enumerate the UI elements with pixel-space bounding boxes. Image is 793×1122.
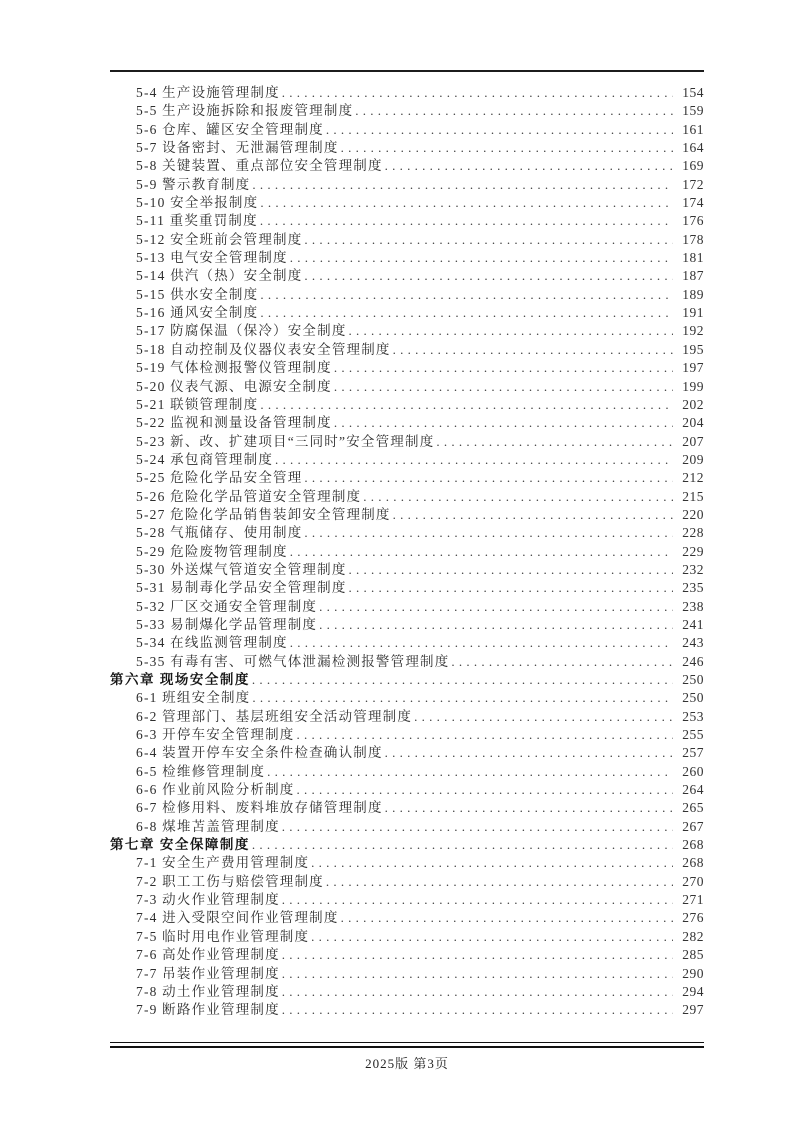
toc-entry xyxy=(110,194,704,212)
toc-entry-label: 第七章 安全保障制度 xyxy=(110,837,250,853)
toc-entry xyxy=(110,598,704,616)
toc-page-number: 195 xyxy=(682,341,704,357)
toc-page-number: 253 xyxy=(682,708,704,724)
toc-dot-leader xyxy=(267,763,673,781)
toc-entry xyxy=(110,579,704,597)
toc-entry xyxy=(110,928,704,946)
toc-page-number: 191 xyxy=(682,305,704,321)
toc-page-number: 172 xyxy=(682,176,704,192)
toc-entry-label: 5-24 承包商管理制度 xyxy=(136,451,274,467)
toc-page-number: 265 xyxy=(682,800,704,816)
toc-page-number: 174 xyxy=(682,195,704,211)
toc-page-number: 204 xyxy=(682,415,704,431)
toc-entry-label: 5-16 通风安全制度 xyxy=(136,305,259,321)
toc-dot-leader xyxy=(290,543,673,561)
toc-entry xyxy=(110,341,704,359)
toc-entry-label: 5-17 防腐保温（保冷）安全制度 xyxy=(136,323,347,339)
toc-entry xyxy=(110,616,704,634)
toc-entry xyxy=(110,543,704,561)
toc-dot-leader xyxy=(296,781,673,799)
toc-page-number: 202 xyxy=(682,396,704,412)
toc-entry xyxy=(110,909,704,927)
toc-page-number: 181 xyxy=(682,250,704,266)
footer-edition-page-label: 2025版 第3页 xyxy=(365,1056,449,1071)
toc-entry xyxy=(110,799,704,817)
toc-dot-leader xyxy=(260,194,673,212)
toc-dot-leader xyxy=(304,231,673,249)
toc-entry-label: 5-35 有毒有害、可燃气体泄漏检测报警管理制度 xyxy=(136,653,450,669)
toc-dot-leader xyxy=(436,433,673,451)
toc-entry xyxy=(110,634,704,652)
toc-page-number: 243 xyxy=(682,635,704,651)
toc-page-number: 255 xyxy=(682,727,704,743)
toc-page-number: 212 xyxy=(682,470,704,486)
toc-entry-label: 5-12 安全班前会管理制度 xyxy=(136,231,303,247)
toc-dot-leader xyxy=(282,891,673,909)
toc-entry-label: 7-4 进入受限空间作业管理制度 xyxy=(136,910,339,926)
toc-dot-leader xyxy=(304,267,673,285)
toc-page-number: 241 xyxy=(682,616,704,632)
toc-page-number: 235 xyxy=(682,580,704,596)
toc-dot-leader xyxy=(385,799,673,817)
toc-dot-leader xyxy=(282,818,673,836)
toc-entry-label: 6-2 管理部门、基层班组安全活动管理制度 xyxy=(136,708,413,724)
toc-entry xyxy=(110,359,704,377)
toc-entry-label: 6-3 开停车安全管理制度 xyxy=(136,727,295,743)
toc-dot-leader xyxy=(260,212,673,230)
toc-entry xyxy=(110,304,704,322)
toc-dot-leader xyxy=(252,836,673,854)
toc-content-area xyxy=(110,70,704,1020)
toc-dot-leader xyxy=(334,414,673,432)
toc-dot-leader xyxy=(282,946,673,964)
toc-page-number: 197 xyxy=(682,360,704,376)
toc-dot-leader xyxy=(282,965,673,983)
toc-entry-label: 5-32 厂区交通安全管理制度 xyxy=(136,598,318,614)
toc-page-number: 199 xyxy=(682,378,704,394)
toc-page-number: 276 xyxy=(682,910,704,926)
toc-entry-label: 6-6 作业前风险分析制度 xyxy=(136,782,295,798)
toc-entry xyxy=(110,84,704,102)
toc-page-number: 207 xyxy=(682,433,704,449)
toc-entry-label: 5-21 联锁管理制度 xyxy=(136,396,259,412)
toc-entry-label: 5-4 生产设施管理制度 xyxy=(136,85,280,100)
toc-entry-label: 6-8 煤堆苫盖管理制度 xyxy=(136,818,280,834)
toc-entry xyxy=(110,763,704,781)
toc-dot-leader xyxy=(296,726,673,744)
toc-dot-leader xyxy=(319,598,673,616)
toc-dot-leader xyxy=(355,102,673,120)
toc-entry xyxy=(110,121,704,139)
toc-entry-label: 7-7 吊装作业管理制度 xyxy=(136,965,280,981)
toc-entry xyxy=(110,891,704,909)
toc-entry xyxy=(110,524,704,542)
footer-double-rule xyxy=(110,1042,704,1048)
toc-entry-label: 6-7 检修用料、废料堆放存储管理制度 xyxy=(136,800,383,816)
toc-entry-label: 5-8 关键装置、重点部位安全管理制度 xyxy=(136,158,383,174)
toc-entry-label: 第六章 现场安全制度 xyxy=(110,672,250,687)
toc-entry xyxy=(110,965,704,983)
toc-page-number: 178 xyxy=(682,231,704,247)
toc-dot-leader xyxy=(282,1001,673,1019)
toc-page-number: 268 xyxy=(682,855,704,871)
toc-page-number: 169 xyxy=(682,158,704,174)
toc-dot-leader xyxy=(349,561,673,579)
toc-entry-label: 5-13 电气安全管理制度 xyxy=(136,250,288,266)
toc-dot-leader xyxy=(326,873,673,891)
toc-dot-leader xyxy=(334,359,673,377)
toc-entry xyxy=(110,396,704,414)
toc-page-number: 260 xyxy=(682,763,704,779)
toc-dot-leader xyxy=(304,469,673,487)
toc-entry xyxy=(110,231,704,249)
toc-dot-leader xyxy=(349,322,673,340)
toc-entry-label: 5-15 供水安全制度 xyxy=(136,286,259,302)
toc-entry-label: 5-26 危险化学品管道安全管理制度 xyxy=(136,488,362,504)
toc-dot-leader xyxy=(414,708,673,726)
toc-dot-leader xyxy=(252,671,673,689)
toc-entry xyxy=(110,708,704,726)
toc-entry xyxy=(110,414,704,432)
toc-page-number: 270 xyxy=(682,873,704,889)
toc-entry xyxy=(110,286,704,304)
toc-entry xyxy=(110,946,704,964)
toc-entry-label: 5-6 仓库、罐区安全管理制度 xyxy=(136,121,324,137)
toc-page-number: 187 xyxy=(682,268,704,284)
header-rule xyxy=(110,70,704,72)
toc-dot-leader xyxy=(349,579,673,597)
toc-dot-leader xyxy=(363,488,673,506)
toc-dot-leader xyxy=(311,854,673,872)
toc-entry xyxy=(110,451,704,469)
toc-dot-leader xyxy=(260,286,673,304)
toc-page-number: 267 xyxy=(682,818,704,834)
toc-page-number: 294 xyxy=(682,983,704,999)
table-of-contents xyxy=(110,84,704,1020)
toc-page-number: 285 xyxy=(682,947,704,963)
toc-dot-leader xyxy=(290,249,673,267)
toc-dot-leader xyxy=(311,928,673,946)
toc-dot-leader xyxy=(304,524,673,542)
toc-page-number: 238 xyxy=(682,598,704,614)
toc-entry xyxy=(110,469,704,487)
toc-entry-label: 5-23 新、改、扩建项目“三同时”安全管理制度 xyxy=(136,433,435,449)
toc-dot-leader xyxy=(326,121,673,139)
toc-dot-leader xyxy=(275,451,673,469)
toc-entry-label: 5-10 安全举报制度 xyxy=(136,195,259,211)
toc-entry-label: 5-7 设备密封、无泄漏管理制度 xyxy=(136,140,339,156)
toc-entry-label: 5-9 警示教育制度 xyxy=(136,176,251,192)
toc-entry-label: 5-22 监视和测量设备管理制度 xyxy=(136,415,332,431)
toc-dot-leader xyxy=(290,634,673,652)
toc-entry-label: 6-5 检维修管理制度 xyxy=(136,763,266,779)
toc-entry xyxy=(110,1001,704,1019)
toc-entry-label: 6-1 班组安全制度 xyxy=(136,690,251,706)
toc-entry xyxy=(110,212,704,230)
toc-entry-label: 6-4 装置开停车安全条件检查确认制度 xyxy=(136,745,383,761)
toc-entry xyxy=(110,689,704,707)
toc-page-number: 246 xyxy=(682,653,704,669)
toc-dot-leader xyxy=(334,378,673,396)
toc-entry-label: 5-29 危险废物管理制度 xyxy=(136,543,288,559)
page-footer xyxy=(110,1042,704,1072)
toc-page-number: 159 xyxy=(682,103,704,119)
toc-entry-label: 5-11 重奖重罚制度 xyxy=(136,213,258,229)
toc-entry-label: 5-19 气体检测报警仪管理制度 xyxy=(136,360,332,376)
toc-page-number: 161 xyxy=(682,121,704,137)
toc-entry xyxy=(110,854,704,872)
toc-entry-label: 5-20 仪表气源、电源安全制度 xyxy=(136,378,332,394)
toc-page-number: 229 xyxy=(682,543,704,559)
toc-dot-leader xyxy=(341,909,673,927)
toc-entry xyxy=(110,157,704,175)
toc-entry xyxy=(110,873,704,891)
toc-entry-label: 5-30 外送煤气管道安全管理制度 xyxy=(136,561,347,577)
toc-dot-leader xyxy=(260,304,673,322)
toc-entry-label: 7-8 动土作业管理制度 xyxy=(136,983,280,999)
toc-page-number: 271 xyxy=(682,892,704,908)
toc-entry xyxy=(110,653,704,671)
toc-page-number: 290 xyxy=(682,965,704,981)
toc-page-number: 232 xyxy=(682,561,704,577)
toc-entry xyxy=(110,561,704,579)
toc-page-number: 189 xyxy=(682,286,704,302)
toc-entry-label: 5-14 供汽（热）安全制度 xyxy=(136,268,303,284)
toc-entry xyxy=(110,378,704,396)
toc-page-number: 209 xyxy=(682,451,704,467)
toc-entry xyxy=(110,433,704,451)
toc-dot-leader xyxy=(451,653,673,671)
toc-entry xyxy=(110,744,704,762)
toc-page-number: 250 xyxy=(682,690,704,706)
toc-entry xyxy=(110,267,704,285)
toc-entry-label: 7-9 断路作业管理制度 xyxy=(136,1002,280,1018)
toc-entry-label: 7-1 安全生产费用管理制度 xyxy=(136,855,310,871)
toc-entry xyxy=(110,176,704,194)
toc-dot-leader xyxy=(385,744,673,762)
toc-entry xyxy=(110,139,704,157)
toc-entry xyxy=(110,506,704,524)
toc-entry xyxy=(110,781,704,799)
toc-dot-leader xyxy=(252,176,673,194)
toc-entry xyxy=(110,983,704,1001)
toc-page-number: 215 xyxy=(682,488,704,504)
toc-page-number: 250 xyxy=(682,672,704,687)
toc-dot-leader xyxy=(385,157,673,175)
toc-dot-leader xyxy=(282,84,673,102)
toc-dot-leader xyxy=(393,341,673,359)
toc-entry-label: 5-25 危险化学品安全管理 xyxy=(136,470,303,486)
toc-dot-leader xyxy=(341,139,673,157)
toc-entry xyxy=(110,671,704,689)
toc-entry-label: 7-6 高处作业管理制度 xyxy=(136,947,280,963)
toc-page-number: 192 xyxy=(682,323,704,339)
toc-page-number: 164 xyxy=(682,140,704,156)
toc-page-number: 257 xyxy=(682,745,704,761)
toc-entry xyxy=(110,836,704,854)
toc-page-number: 282 xyxy=(682,928,704,944)
toc-entry-label: 5-5 生产设施拆除和报废管理制度 xyxy=(136,103,354,119)
toc-page-number: 154 xyxy=(682,85,704,100)
toc-dot-leader xyxy=(319,616,673,634)
toc-page-number: 268 xyxy=(682,837,704,853)
toc-page-number: 297 xyxy=(682,1002,704,1018)
toc-entry-label: 5-28 气瓶储存、使用制度 xyxy=(136,525,303,541)
toc-entry-label: 7-5 临时用电作业管理制度 xyxy=(136,928,310,944)
toc-page-number: 220 xyxy=(682,506,704,522)
toc-page-number: 228 xyxy=(682,525,704,541)
toc-entry xyxy=(110,322,704,340)
toc-entry xyxy=(110,249,704,267)
toc-entry-label: 7-3 动火作业管理制度 xyxy=(136,892,280,908)
toc-entry-label: 5-34 在线监测管理制度 xyxy=(136,635,288,651)
toc-entry-label: 5-18 自动控制及仪器仪表安全管理制度 xyxy=(136,341,391,357)
toc-entry-label: 5-31 易制毒化学品安全管理制度 xyxy=(136,580,347,596)
toc-entry xyxy=(110,726,704,744)
toc-page-number: 264 xyxy=(682,782,704,798)
toc-entry xyxy=(110,102,704,120)
toc-dot-leader xyxy=(393,506,673,524)
toc-dot-leader xyxy=(252,689,673,707)
toc-entry-label: 5-27 危险化学品销售装卸安全管理制度 xyxy=(136,506,391,522)
toc-entry-label: 7-2 职工工伤与赔偿管理制度 xyxy=(136,873,324,889)
toc-entry-label: 5-33 易制爆化学品管理制度 xyxy=(136,616,318,632)
toc-page-number: 176 xyxy=(682,213,704,229)
toc-entry xyxy=(110,818,704,836)
toc-entry xyxy=(110,488,704,506)
toc-dot-leader xyxy=(282,983,673,1001)
toc-dot-leader xyxy=(260,396,673,414)
